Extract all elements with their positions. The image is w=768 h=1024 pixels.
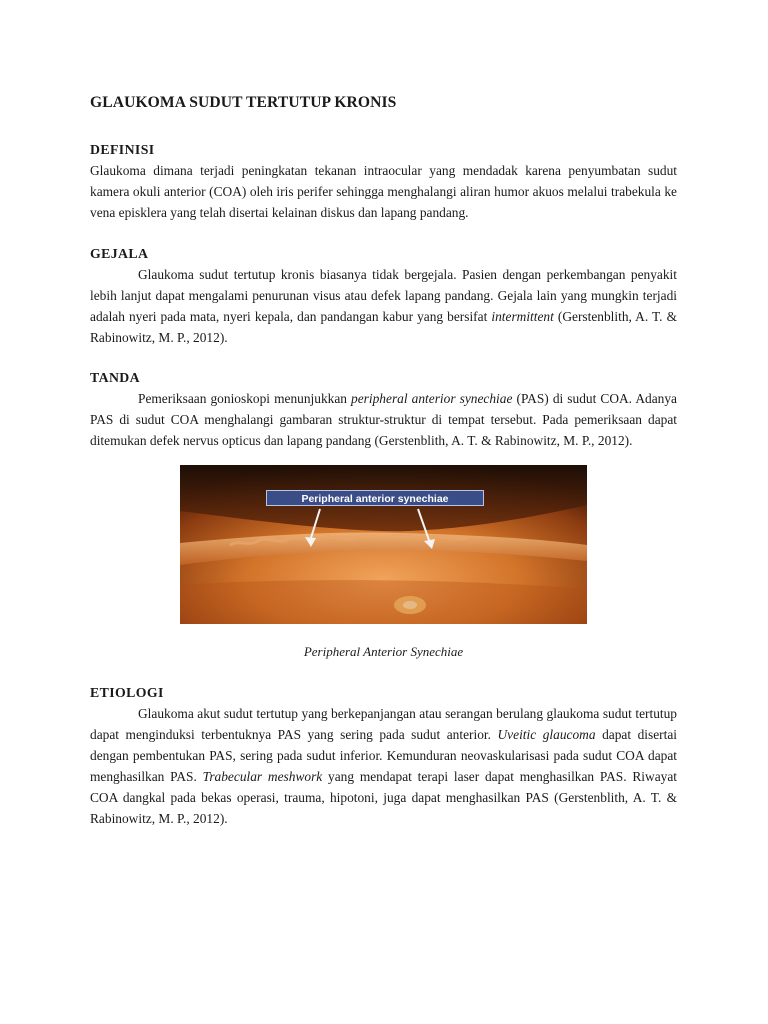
section-tanda (90, 367, 677, 451)
heading-tanda: TANDA (90, 370, 141, 385)
document-title: GLAUKOMA SUDUT TERTUTUP KRONIS (90, 94, 397, 111)
etiologi-text-3: yang mendapat terapi laser dapat menghasilkan PAS. Riwayat COA dangkal pada bekas operasi, trauma, hipotoni, juga dapat menghasilkan PAS (Gerstenblith, A. T. & Rabinowitz, M. P., 2012). (90, 769, 677, 826)
gonioscopy-photo (180, 465, 587, 624)
tanda-text-2: (PAS) di sudut COA. Adanya PAS di sudut COA menghalangi gambaran struktur-struktur di tempat tersebut. Pada pemeriksaan dapat ditemukan defek nervus opticus dan lapang pandang (Gerstenblith, A. T. & Rabinowitz, M. P., 2012). (90, 391, 677, 448)
etiologi-paragraph (90, 703, 677, 829)
gejala-paragraph (90, 264, 677, 348)
tanda-paragraph (90, 388, 677, 451)
heading-gejala: GEJALA (90, 246, 149, 261)
document-content (90, 92, 677, 829)
gejala-text-1: Glaukoma sudut tertutup kronis biasanya tidak bergejala. Pasien dengan perkembangan penyakit lebih lanjut dapat mengalami penurunan visus atau defek lapang pandang. Gejala lain yang mungkin terjadi adalah nyeri pada mata, nyeri kepala, dan pandangan kabur yang bersifat (90, 267, 677, 324)
heading-definisi: DEFINISI (90, 142, 155, 157)
section-definisi (90, 139, 677, 223)
heading-etiologi: ETIOLOGI (90, 685, 164, 700)
etiologi-italic-uveitic: Uveitic glaucoma (497, 727, 596, 742)
gejala-italic-intermittent: intermittent (491, 309, 554, 324)
section-etiologi (90, 682, 677, 829)
tanda-text-1: Pemeriksaan gonioskopi menunjukkan (138, 391, 352, 406)
etiologi-text-2: dapat disertai dengan pembentukan PAS, sering pada sudut inferior. Kemunduran neovaskularisasi pada sudut COA dapat menghasilkan PAS. (90, 727, 678, 784)
etiologi-italic-trabecular: Trabecular meshwork (202, 769, 323, 784)
etiologi-text-1: Glaukoma akut sudut tertutup yang berkepanjangan atau serangan berulang glaukoma sudut tertutup dapat menginduksi terbentuknya PAS yang sering pada sudut anterior. (90, 706, 677, 742)
gejala-text-2: (Gerstenblith, A. T. & Rabinowitz, M. P., 2012). (90, 309, 677, 345)
figure-annotation-label: Peripheral anterior synechiae (266, 490, 484, 506)
tanda-italic-pas: peripheral anterior synechiae (351, 391, 513, 406)
pas-figure-image (180, 465, 587, 624)
figure-caption: Peripheral Anterior Synechiae (303, 644, 464, 659)
section-gejala (90, 243, 677, 348)
definisi-paragraph: Glaukoma dimana terjadi peningkatan tekanan intraocular yang mendadak karena penyumbatan sudut kamera okuli anterior (COA) oleh iris perifer sehingga menghalangi aliran humor akuos melalui trabekula ke vena episklera yang telah disertai kelainan diskus dan lapang pandang. (90, 163, 677, 220)
